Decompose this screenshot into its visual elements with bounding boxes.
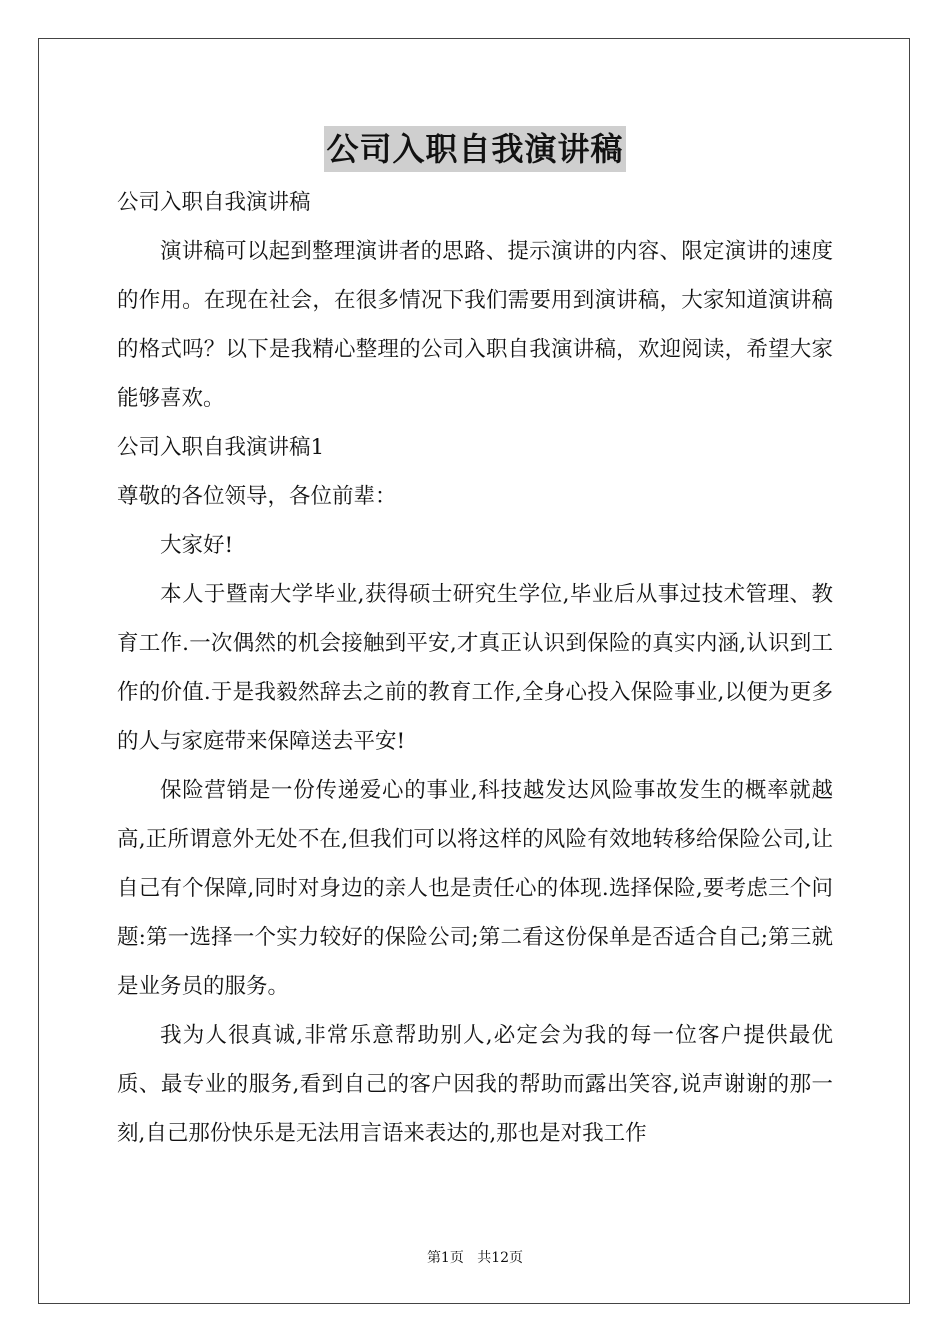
paragraph-intro: 演讲稿可以起到整理演讲者的思路、提示演讲的内容、限定演讲的速度的作用。在现在社会，在很多情况下我们需要用到演讲稿，大家知道演讲稿的格式吗？以下是我精心整理的公司入职自我演讲稿，欢迎阅读，希望大家能够喜欢。 — [117, 239, 833, 411]
total-pages: 共12页 — [477, 1250, 524, 1266]
paragraph-salutation: 尊敬的各位领导，各位前辈： — [117, 484, 397, 509]
title-container — [0, 126, 950, 172]
document-body — [117, 178, 833, 1158]
document-title: 公司入职自我演讲稿 — [324, 126, 625, 172]
paragraph-body: 我为人很真诚,非常乐意帮助别人,必定会为我的每一位客户提供最优质、最专业的服务,看到自己的客户因我的帮助而露出笑容,说声谢谢的那一刻,自己那份快乐是无法用言语来表达的,那也是对我工作 — [117, 1023, 833, 1146]
paragraph-greeting: 大家好! — [160, 533, 234, 558]
paragraph-subtitle: 公司入职自我演讲稿 — [117, 190, 311, 215]
paragraph-body: 保险营销是一份传递爱心的事业,科技越发达风险事故发生的概率就越高,正所谓意外无处不在,但我们可以将这样的风险有效地转移给保险公司,让自己有个保障,同时对身边的亲人也是责任心的体现.选择保险,要考虑三个问题:第一选择一个实力较好的保险公司;第二看这份保单是否适合自己;第三就是业务员的服务。 — [117, 778, 833, 999]
page-number: 第1页 — [426, 1250, 464, 1266]
page-footer — [0, 1247, 950, 1267]
paragraph-body: 本人于暨南大学毕业,获得硕士研究生学位,毕业后从事过技术管理、教育工作.一次偶然的机会接触到平安,才真正认识到保险的真实内涵,认识到工作的价值.于是我毅然辞去之前的教育工作,全身心投入保险事业,以便为更多的人与家庭带来保障送去平安! — [117, 582, 833, 754]
paragraph-section-heading: 公司入职自我演讲稿1 — [117, 435, 325, 460]
